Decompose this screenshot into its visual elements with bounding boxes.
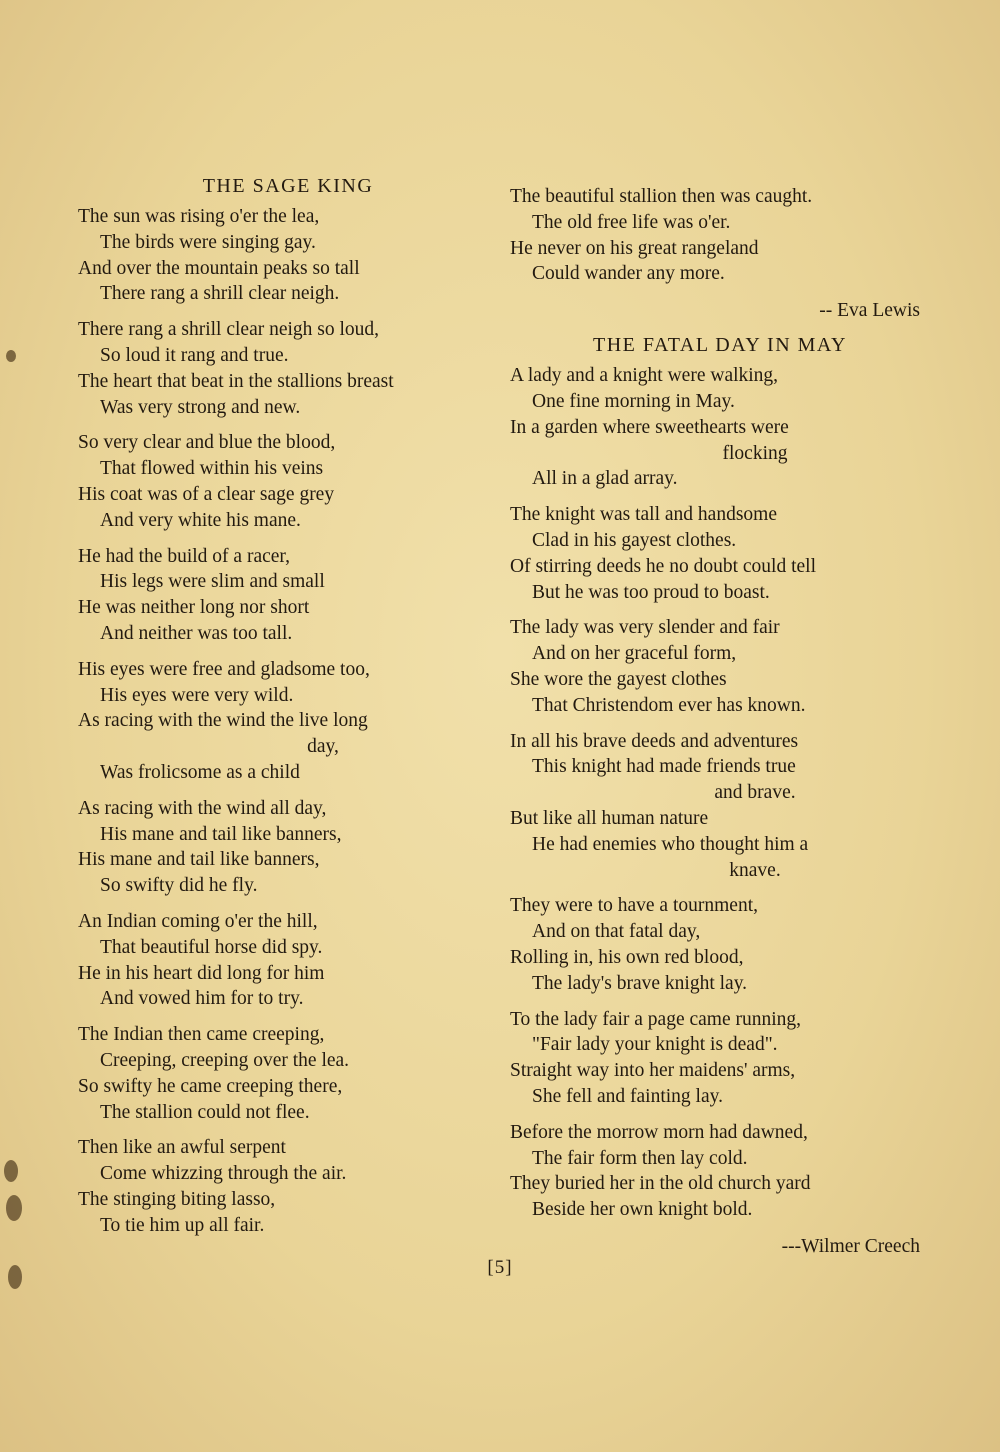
poem-line: She fell and fainting lay. — [532, 1085, 723, 1107]
poem-line: Rolling in, his own red blood, — [510, 946, 744, 968]
paper-stain — [4, 1160, 18, 1182]
poem-line: His eyes were free and gladsome too, — [78, 658, 370, 680]
poem-line: The lady was very slender and fair — [510, 617, 780, 639]
poem-line: The beautiful stallion then was caught. — [510, 186, 813, 207]
poem-line: As racing with the wind the live long — [78, 710, 368, 732]
poem-line: The fair form then lay cold. — [532, 1147, 748, 1169]
poem-line: Creeping, creeping over the lea. — [100, 1049, 350, 1071]
poem-line: So swifty did he fly. — [100, 875, 258, 897]
poem-line: As racing with the wind all day, — [78, 797, 327, 819]
poem-line: She wore the gayest clothes — [510, 668, 727, 690]
poem-line: To the lady fair a page came running, — [510, 1008, 802, 1030]
stanza — [78, 1022, 498, 1125]
poem-line: And on her graceful form, — [532, 643, 737, 665]
poem-line: They were to have a tournment, — [510, 895, 758, 917]
poem-line: This knight had made friends true — [532, 756, 796, 778]
stanza — [510, 615, 930, 718]
poem-line: And very white his mane. — [100, 509, 301, 531]
poem-line: The stinging biting lasso, — [78, 1188, 276, 1210]
poem-line: The stallion could not flee. — [100, 1101, 310, 1123]
poem-line: And vowed him for to try. — [100, 988, 304, 1010]
poem-title-fatal-day: THE FATAL DAY IN MAY — [593, 334, 847, 357]
poem-line: The Indian then came creeping, — [78, 1024, 325, 1046]
poem-line: But like all human nature — [510, 807, 709, 829]
poem-line: All in a glad array. — [532, 468, 678, 490]
poem-line: To tie him up all fair. — [100, 1214, 265, 1236]
poem-line: The sun was rising o'er the lea, — [78, 206, 320, 227]
poem-line: There rang a shrill clear neigh so loud, — [78, 319, 380, 341]
left-column — [78, 172, 498, 1248]
poem-line-wrap: knave. — [729, 859, 781, 881]
poem-line: The lady's brave knight lay. — [532, 972, 748, 994]
poem-line: The birds were singing gay. — [100, 231, 316, 253]
poem-line: An Indian coming o'er the hill, — [78, 910, 318, 932]
poem-line: Clad in his gayest clothes. — [532, 529, 737, 551]
poem-line: A lady and a knight were walking, — [510, 365, 779, 387]
poem-line: And on that fatal day, — [532, 921, 701, 943]
stanza — [78, 796, 498, 899]
poem-line: That flowed within his veins — [100, 458, 324, 480]
poem-line: One fine morning in May. — [532, 390, 735, 412]
poem-line: Of stirring deeds he no doubt could tell — [510, 555, 816, 577]
poem-line: That beautiful horse did spy. — [100, 936, 323, 958]
poem-line: Was frolicsome as a child — [100, 761, 300, 783]
poem-line: He in his heart did long for him — [78, 962, 325, 984]
stanza — [78, 317, 498, 420]
poem-line: His eyes were very wild. — [100, 684, 294, 706]
poem-line: His legs were slim and small — [100, 571, 325, 593]
poem-line: Straight way into her maidens' arms, — [510, 1060, 796, 1082]
poem-line-wrap: flocking — [722, 442, 788, 464]
poem-line: And neither was too tall. — [100, 622, 293, 644]
poem-line: "Fair lady your knight is dead". — [532, 1034, 778, 1056]
poem-line: He was neither long nor short — [78, 597, 310, 619]
poem-line: Then like an awful serpent — [78, 1137, 286, 1159]
stanza — [78, 657, 498, 786]
poem-line: That Christendom ever has known. — [532, 694, 806, 716]
stanza — [78, 909, 498, 1012]
stanza — [510, 729, 930, 884]
stanza — [510, 893, 930, 996]
poem-line: Come whizzing through the air. — [100, 1163, 347, 1185]
poem-line: Before the morrow morn had dawned, — [510, 1121, 808, 1143]
paper-stain — [6, 1195, 22, 1221]
poem-line: There rang a shrill clear neigh. — [100, 283, 340, 305]
page-number: [5] — [487, 1257, 513, 1278]
stanza — [510, 1120, 930, 1223]
poem-line-wrap: and brave. — [714, 782, 796, 804]
stanza — [78, 430, 498, 533]
poem-title-sage-king: THE SAGE KING — [202, 175, 374, 197]
paper-stain — [8, 1265, 22, 1289]
poem-line: Beside her own knight bold. — [532, 1199, 753, 1221]
poem-line: His mane and tail like banners, — [78, 849, 320, 871]
author-eva-lewis: -- Eva Lewis — [819, 300, 920, 322]
right-column — [510, 184, 930, 1267]
stanza — [510, 1007, 930, 1110]
poem-line: So loud it rang and true. — [100, 344, 289, 366]
stanza-continuation — [510, 184, 930, 287]
stanza — [78, 1135, 498, 1238]
poem-line: The heart that beat in the stallions breast — [78, 370, 394, 392]
poem-line: So swifty he came creeping there, — [78, 1075, 343, 1097]
stanza — [78, 544, 498, 647]
stanza — [78, 204, 498, 307]
poem-line: In all his brave deeds and adventures — [510, 730, 799, 752]
poem-line: The old free life was o'er. — [532, 211, 731, 233]
paper-stain — [6, 350, 16, 362]
stanza — [510, 502, 930, 605]
poem-line: He had the build of a racer, — [78, 545, 290, 567]
poem-line: His coat was of a clear sage grey — [78, 483, 335, 505]
poem-line: So very clear and blue the blood, — [78, 432, 336, 454]
poem-line: Could wander any more. — [532, 263, 725, 285]
poem-line: They buried her in the old church yard — [510, 1173, 811, 1195]
poem-line: Was very strong and new. — [100, 396, 301, 418]
poem-line: His mane and tail like banners, — [100, 823, 342, 845]
stanza — [510, 363, 930, 492]
poem-line: And over the mountain peaks so tall — [78, 257, 360, 279]
poem-line-wrap: day, — [307, 736, 339, 758]
poem-line: But he was too proud to boast. — [532, 581, 770, 603]
author-wilmer-creech: ---Wilmer Creech — [781, 1235, 920, 1257]
poem-line: The knight was tall and handsome — [510, 504, 777, 526]
poem-line: He had enemies who thought him a — [532, 833, 809, 855]
poem-line: In a garden where sweethearts were — [510, 416, 789, 438]
poem-line: He never on his great rangeland — [510, 237, 759, 259]
